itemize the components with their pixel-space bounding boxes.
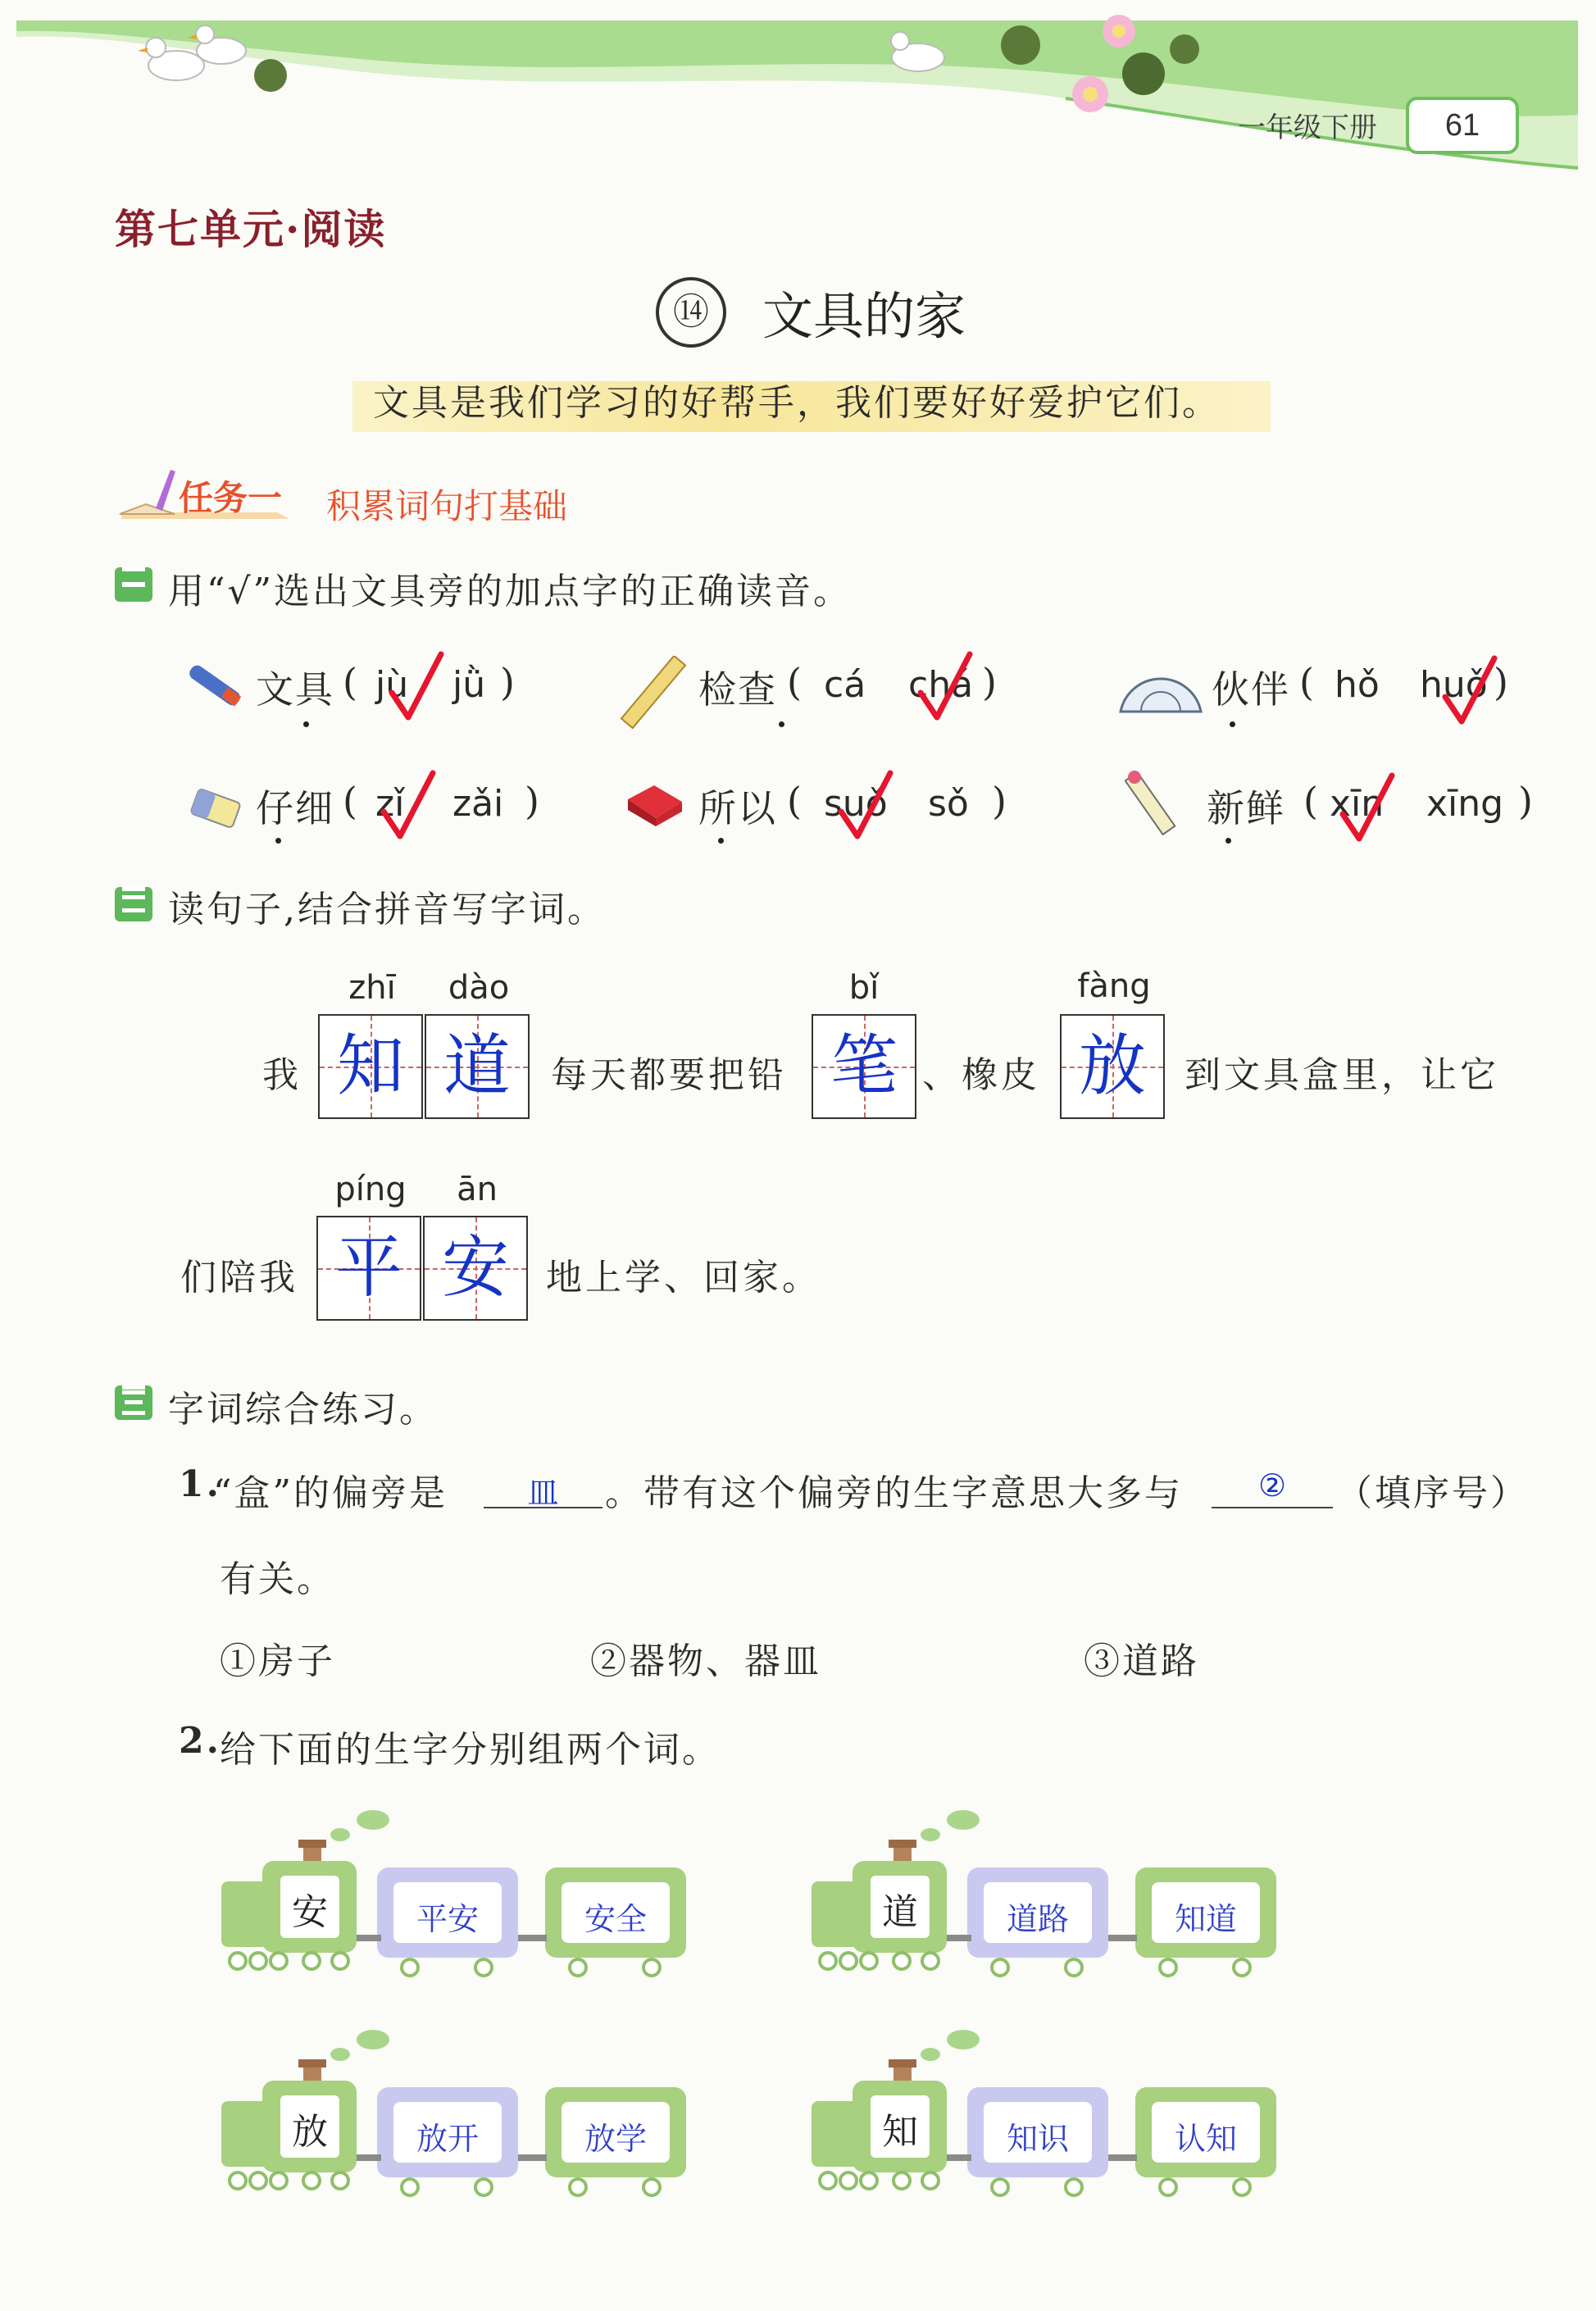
option-3: ③道路 <box>1084 1640 1199 1682</box>
question-marker-3 <box>115 1385 152 1420</box>
train-word-box[interactable]: 放开 <box>416 2121 479 2157</box>
q1-word-3: 伙伴 <box>1212 667 1290 712</box>
unit-title: 第七单元·阅读 <box>115 205 387 253</box>
protractor-icon <box>1116 662 1205 718</box>
sharpener-icon <box>621 779 687 828</box>
pinyin-label: fàng <box>1077 967 1151 1005</box>
train-word-box[interactable]: 认知 <box>1174 2121 1237 2157</box>
train-word-box[interactable]: 道路 <box>1006 1901 1069 1937</box>
emphasis-dot <box>1225 838 1231 844</box>
check-mark-icon <box>914 648 975 726</box>
q1-option-4b[interactable]: zǎi <box>452 783 504 825</box>
emphasis-dot <box>718 838 724 844</box>
sentence-text: 们陪我 <box>180 1257 298 1299</box>
check-mark-icon <box>377 767 439 844</box>
lesson-number: ⑭ <box>656 277 726 348</box>
q1-word-6: 新鲜 <box>1207 786 1285 830</box>
q1-word-4: 仔细 <box>256 786 334 830</box>
tianzige-cell[interactable]: 知 <box>318 1014 423 1119</box>
lesson-title: 文具的家 <box>762 286 966 346</box>
answer-blank[interactable]: ② <box>1212 1467 1333 1508</box>
sentence-text: 我 <box>262 1054 302 1096</box>
tianzige-cell[interactable]: 道 <box>425 1014 530 1119</box>
sentence-text: 地上学、回家。 <box>546 1257 821 1299</box>
pinyin-label: píng <box>334 1171 407 1208</box>
q1-word-2: 检查 <box>698 667 777 712</box>
train-word-box[interactable]: 放学 <box>584 2121 647 2157</box>
train-head-char: 放 <box>292 2111 328 2153</box>
q1-option-1b[interactable]: jǜ <box>452 664 486 706</box>
q1-option-4a[interactable]: zǐ <box>375 783 405 825</box>
q1-option-3b[interactable]: huǒ <box>1420 664 1488 706</box>
q1-option-3a[interactable]: hǒ <box>1335 664 1380 706</box>
pen-icon <box>182 660 248 717</box>
q1-word-5: 所以 <box>698 786 777 830</box>
emphasis-dot <box>779 721 784 727</box>
check-mark-icon <box>1336 769 1398 847</box>
intro-text: 文具是我们学习的好帮手，我们要好好爱护它们。 <box>373 382 1221 424</box>
item-number: 1. <box>179 1463 221 1505</box>
q1-option-5a[interactable]: suǒ <box>824 783 888 825</box>
sentence-text: 每天都要把铅 <box>551 1054 787 1096</box>
page-number: 61 <box>1406 97 1519 154</box>
q3-prompt: 字词综合练习。 <box>168 1389 438 1431</box>
task-subtitle: 积累词句打基础 <box>326 486 568 526</box>
train-head-char: 安 <box>292 1891 328 1933</box>
q3-s1-text: （填序号） <box>1336 1472 1529 1514</box>
pinyin-label: bǐ <box>848 969 880 1007</box>
question-marker-2 <box>115 887 152 921</box>
q1-option-6b[interactable]: xīng <box>1426 783 1504 825</box>
q3-s1-text: 。带有这个偏旁的生字意思大多与 <box>605 1472 1183 1514</box>
emphasis-dot <box>1230 721 1235 727</box>
q1-option-1a[interactable]: jù <box>375 664 409 706</box>
task-name: 任务一 <box>179 478 283 518</box>
grade-label: 一年级下册 <box>1238 111 1377 144</box>
train-head-char: 知 <box>882 2111 918 2153</box>
tianzige-cell[interactable]: 平 <box>316 1216 421 1321</box>
q1-option-5b[interactable]: sǒ <box>928 783 969 825</box>
ruler-icon <box>616 656 690 730</box>
sentence-text: 到文具盒里，让它 <box>1184 1054 1499 1096</box>
check-mark-icon <box>834 767 896 844</box>
train-word-box[interactable]: 知道 <box>1174 1901 1237 1937</box>
sentence-text: 、橡皮 <box>922 1054 1040 1096</box>
train-word-box[interactable]: 平安 <box>416 1901 479 1937</box>
q3-s1-text: 有关。 <box>220 1558 335 1600</box>
option-1: ①房子 <box>220 1640 335 1682</box>
q3-s2-prompt: 给下面的生字分别组两个词。 <box>220 1729 721 1771</box>
q1-paren-1: ( <box>343 660 359 704</box>
pinyin-label: zhī <box>348 969 396 1007</box>
q1-word-1: 文具 <box>256 667 334 712</box>
pencil-icon <box>1125 762 1190 844</box>
eraser-icon <box>187 783 244 832</box>
q3-s1-text: “盒”的偏旁是 <box>213 1472 448 1514</box>
q1-option-6a[interactable]: xīn <box>1330 783 1385 825</box>
tianzige-cell[interactable]: 笔 <box>812 1014 916 1119</box>
train-word-box[interactable]: 知识 <box>1006 2121 1069 2157</box>
q2-prompt: 读句子,结合拼音写字词。 <box>168 889 606 930</box>
q1-option-2b[interactable]: chá <box>908 664 974 706</box>
pinyin-label: ān <box>457 1171 498 1208</box>
check-mark-icon <box>1439 652 1500 730</box>
emphasis-dot <box>303 721 309 727</box>
train-word-box[interactable]: 安全 <box>584 1901 647 1937</box>
answer-blank[interactable]: 皿 <box>484 1467 602 1508</box>
q1-prompt: 用“√”选出文具旁的加点字的正确读音。 <box>168 571 853 612</box>
tianzige-cell[interactable]: 安 <box>423 1216 528 1321</box>
q1-option-2a[interactable]: cá <box>824 664 866 706</box>
train-head-char: 道 <box>882 1891 918 1933</box>
pinyin-label: dào <box>448 969 510 1007</box>
check-mark-icon <box>385 648 447 726</box>
option-2: ②器物、器皿 <box>590 1640 821 1682</box>
question-marker-1 <box>115 567 152 602</box>
emphasis-dot <box>275 838 281 844</box>
tianzige-cell[interactable]: 放 <box>1060 1014 1165 1119</box>
item-number: 2. <box>179 1720 221 1762</box>
